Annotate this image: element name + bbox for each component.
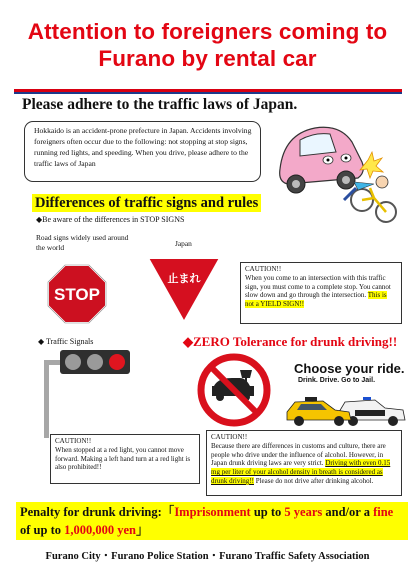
penalty-imprisonment: Imprisonment [174,505,251,519]
accident-illustration [270,114,400,224]
pink-car-icon [280,127,364,193]
title-line-1: Attention to foreigners coming to [27,19,388,44]
stop-caution-text: When you come to an intersection with this traffic sign, you must come to a complete stop. You cannot slow down and go through the intersection. [245,273,391,300]
drunk-caution-tail: Please do not drive after drinking alcohol. [255,476,374,485]
penalty-banner [16,502,408,540]
signal-caution-box [50,434,200,484]
drunk-driving-heading: ◆ZERO Tolerance for drunk driving!! [183,334,398,349]
penalty-part-3: and/or a [322,505,374,519]
penalty-part-5: 」 [135,523,149,537]
penalty-amount: 1,000,000 yen [64,523,136,537]
drunk-caution-highlight: Driving with even 0.15 mg per liter of your alcohol density in breath is considered as drunk driving!! [211,459,391,485]
subtitle: Please adhere to the traffic laws of Japan. [22,96,298,113]
intro-text: Hokkaido is an accident-prone prefecture in Japan. Accidents involving foreigners often occur due to the following: not stopping at stop signs, running red lights, and speeding. When you drive, please adhere to the traffic laws of Japan [34,126,252,168]
title-divider-blue [14,92,402,94]
traffic-signal-icon [42,348,132,438]
choose-ride-title: Choose your ride. [294,361,405,376]
stop-sign-text: STOP [54,285,100,304]
tomare-sign-icon [146,256,222,324]
police-car-icon [339,397,405,426]
penalty-part-4: of up to [20,523,65,537]
drunk-caution-text: Because there are differences in customs and culture, there are people who drive under the influence of alcohol. However, in Japan drunk driving laws are very strict. [211,441,386,468]
penalty-part-2: up to [250,505,285,519]
stop-caution-title: CAUTION!! [245,265,282,273]
penalty-years: 5 years [284,505,323,519]
drunk-caution-title: CAUTION!! [211,433,248,441]
signal-caution-text: When stopped at a red light, you cannot move forward. Making a left hand turn at a red light is also prohibited!! [55,445,191,472]
world-signs-label: Road signs widely used around the world [36,233,129,252]
penalty-part-1: Penalty for drunk driving:「 [20,505,175,519]
stop-sign-icon [47,264,107,324]
penalty-fine: fine [373,505,394,519]
choose-ride-subtitle: Drink. Drive. Go to Jail. [298,377,376,384]
traffic-signals-label: ◆ Traffic Signals [38,337,94,346]
japan-label: Japan [175,239,192,248]
taxi-icon [287,397,351,426]
taxi-police-illustration [285,390,407,428]
signal-caution-title: CAUTION!! [55,437,92,445]
footer-organizations: Furano City・Furano Police Station・Furano Traffic Safety Association [45,551,370,562]
poster-title [0,18,415,72]
stop-signs-bullet: ◆Be aware of the differences in STOP SIGNS [36,215,185,224]
stop-caution-box [240,262,402,324]
drunk-caution-box [206,430,402,496]
signs-section-heading: Differences of traffic signs and rules [32,194,261,212]
title-line-2: Furano by rental car [98,46,317,71]
no-drink-driving-icon [196,352,272,428]
bicycle-icon [351,188,396,222]
intro-box [24,121,261,182]
tomare-sign-text: 止まれ [167,272,201,285]
stop-caution-highlight: This is not a YIELD SIGN!! [245,291,387,309]
